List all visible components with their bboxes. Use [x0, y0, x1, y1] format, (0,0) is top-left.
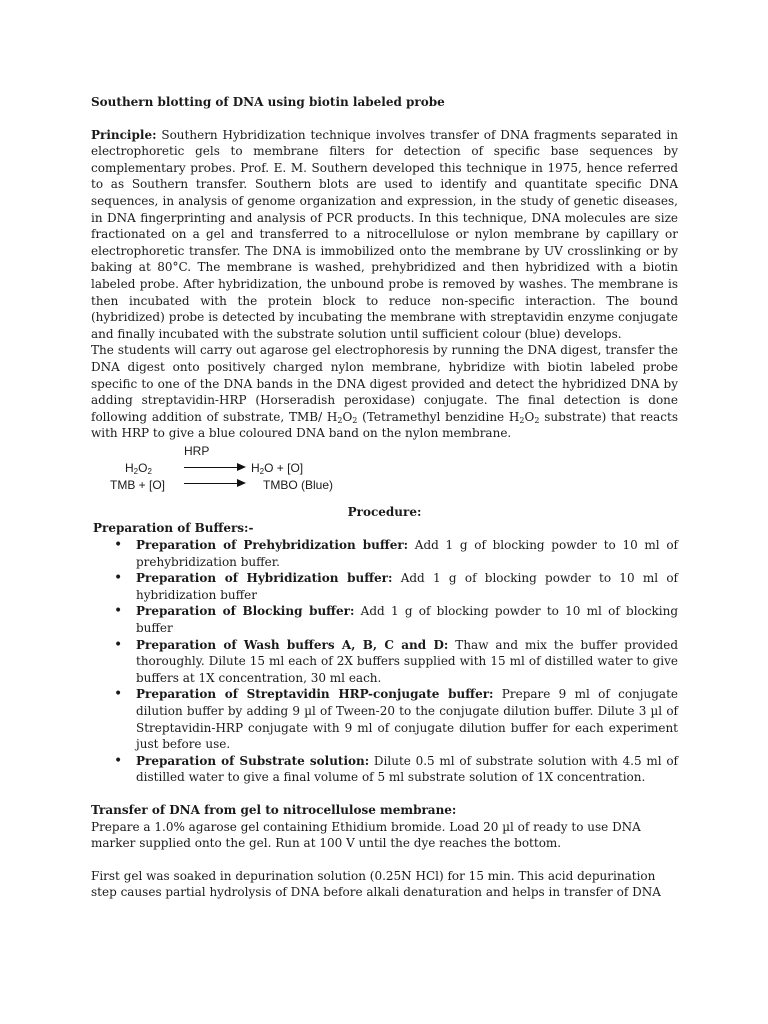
reaction-arrow-bottom — [184, 483, 244, 484]
reactant-1-o: O — [138, 460, 148, 475]
bullet-icon: • — [114, 537, 123, 554]
list-item — [91, 537, 678, 570]
list-item — [91, 570, 678, 603]
reaction-arrow-top — [184, 467, 244, 468]
buffer-text: Prepare 9 ml of conjugate dilution buffer by adding 9 µl of Tween-20 to the conjugate dilution buffer. Dilute 3 µl of Streptavidin-HRP conjugate with 9 ml of conjugate dilution buffer for each experiment just before use. — [136, 687, 678, 752]
subscript: 2 — [519, 415, 525, 425]
buffer-text: Add 1 g of blocking powder to 10 ml of hybridization buffer — [136, 571, 678, 602]
buffer-label: Preparation of Hybridization buffer: — [136, 571, 393, 586]
students-text-4: O — [524, 409, 535, 424]
product-1-h: H — [251, 460, 260, 475]
subscript: 2 — [133, 466, 139, 476]
reaction-diagram — [91, 442, 678, 498]
spacer — [91, 852, 678, 868]
buffers-list — [91, 537, 678, 786]
buffer-label: Preparation of Streptavidin HRP-conjugate buffer: — [136, 687, 494, 702]
reaction-product-2: TMBO (Blue) — [263, 477, 334, 492]
document-body — [91, 94, 678, 901]
spacer — [91, 786, 678, 802]
bullet-icon: • — [114, 636, 123, 653]
bullet-icon: • — [114, 570, 123, 587]
buffer-label: Preparation of Substrate solution: — [136, 753, 370, 768]
students-text-3: (Tetramethyl benzidine H — [357, 409, 520, 424]
depurination-paragraph: First gel was soaked in depurination solution (0.25N HCl) for 15 min. This acid depurination step causes partial hydrolysis of DNA before alkali denaturation and helps in transfer of DNA — [91, 868, 661, 900]
principle-paragraph — [91, 127, 678, 343]
list-item — [91, 686, 678, 752]
transfer-paragraph: Prepare a 1.0% agarose gel containing Ethidium bromide. Load 20 µl of ready to use DNA marker supplied onto the gel. Run at 100 V until the dye reaches the bottom. — [91, 819, 641, 851]
product-1-rest: O + [O] — [264, 460, 304, 475]
list-item — [91, 753, 678, 786]
list-item — [91, 603, 678, 636]
buffer-label: Preparation of Blocking buffer: — [136, 604, 355, 619]
principle-label: Principle: — [91, 127, 157, 142]
subscript: 2 — [352, 415, 358, 425]
buffer-label: Preparation of Wash buffers A, B, C and D: — [136, 637, 449, 652]
bullet-icon: • — [114, 752, 123, 769]
subscript: 2 — [337, 415, 343, 425]
students-text-1: The students will carry out agarose gel electrophoresis by running the DNA digest, transfer the DNA digest onto positively charged nylon membrane, hybridize with biotin labeled probe specific to one of the DNA bands in the DNA digest provided and detect the hybridized DNA by adding streptavidin-HRP (Horseradish peroxidase) conjugate. The final detection is done following addition of substrate, TMB/ H — [91, 343, 678, 424]
subscript: 2 — [534, 415, 540, 425]
buffer-text: Add 1 g of blocking powder to 10 ml of blocking buffer — [136, 604, 678, 636]
students-paragraph — [91, 342, 678, 442]
principle-text: Southern Hybridization technique involves transfer of DNA fragments separated in electrophoretic gels to membrane filters for detection of specific base sequences by complementary probes. Prof. E. M. Southern developed this technique in 1975, hence referred to as Southern transfer. Southern blots are used to identify and quantitate specific DNA sequences, in analysis of genome organization and expression, in the study of genetic diseases, in DNA fingerprinting and analysis of PCR products. In this technique, DNA molecules are size fractionated on a gel and transferred to a nitrocellulose or nylon membrane by capillary or electrophoretic transfer. The DNA is immobilized onto the membrane by UV crosslinking or by baking at 80°C. The membrane is washed, prehybridized and then hybridized with a biotin labeled probe. After hybridization, the unbound probe is removed by washes. The membrane is then incubated with the protein block to reduce non-specific interaction. The bound (hybridized) probe is detected by incubating the membrane with streptavidin enzyme conjugate and finally incubated with the substrate solution until sufficient colour (blue) develops. — [91, 127, 678, 341]
reaction-product-1 — [251, 460, 303, 477]
bullet-icon: • — [114, 686, 123, 703]
students-text-5: substrate) that reacts with HRP to give a blue coloured DNA band on the nylon membrane. — [91, 409, 679, 441]
subscript: 2 — [259, 466, 265, 476]
reactant-1-h: H — [125, 460, 134, 475]
reaction-enzyme: HRP — [184, 443, 210, 458]
spacer — [91, 111, 678, 127]
students-text-2: O — [342, 409, 353, 424]
document-title: Southern blotting of DNA using biotin labeled probe — [91, 95, 445, 109]
reaction-reactant-2: TMB + [O] — [110, 477, 166, 492]
buffers-heading: Preparation of Buffers:- — [93, 521, 254, 536]
buffer-text: Dilute 0.5 ml of substrate solution with 4.5 ml of distilled water to give a final volume of 5 ml substrate solution of 1X concentration. — [136, 753, 678, 785]
reaction-reactant-1 — [125, 460, 152, 477]
bullet-icon: • — [114, 603, 123, 620]
buffer-label: Preparation of Prehybridization buffer: — [136, 538, 409, 553]
list-item — [91, 637, 678, 687]
buffer-text: Add 1 g of blocking powder to 10 ml of prehybridization buffer. — [136, 538, 678, 569]
buffer-text: Thaw and mix the buffer provided thoroughly. Dilute 15 ml each of 2X buffers supplied with 15 ml of distilled water to give buffers at 1X concentration, 30 ml each. — [136, 637, 678, 685]
procedure-heading: Procedure: — [347, 504, 422, 519]
subscript: 2 — [147, 466, 152, 476]
transfer-heading: Transfer of DNA from gel to nitrocellulose membrane: — [91, 802, 457, 817]
